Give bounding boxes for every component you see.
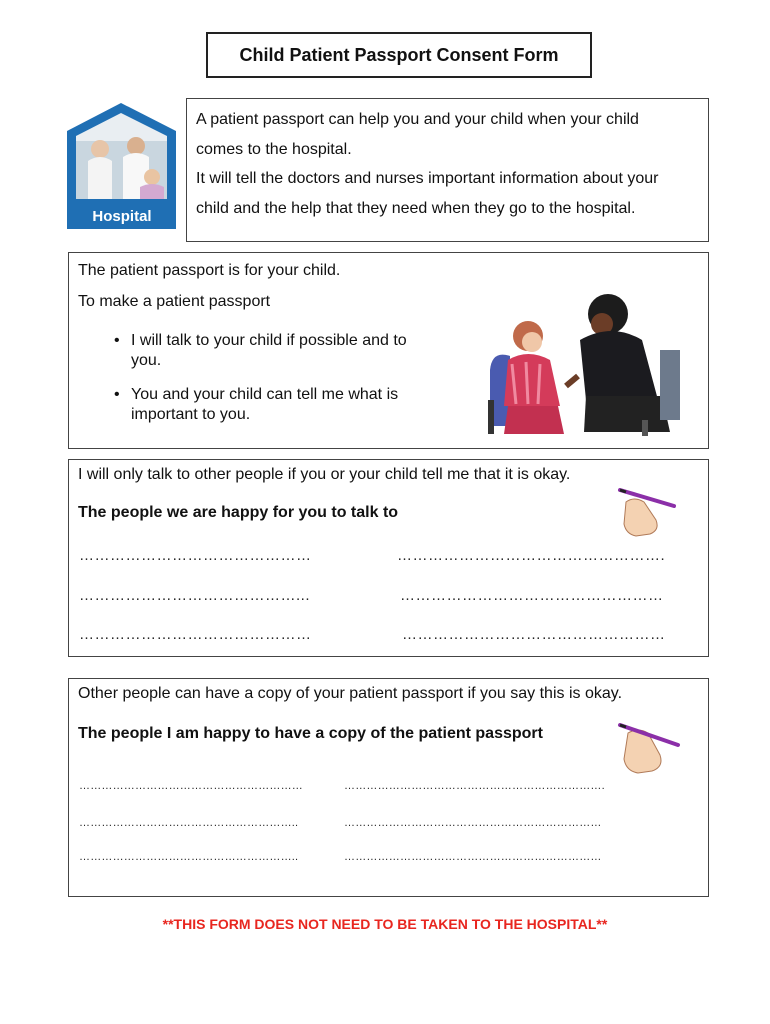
bullet-item: • I will talk to your child if possible and to you. xyxy=(78,331,438,371)
copy-name-field[interactable]: ………………………………………………….. xyxy=(79,851,299,863)
hospital-sign-label: Hospital xyxy=(92,208,152,225)
writing-hand-icon xyxy=(616,484,678,538)
talk-name-field[interactable]: ……………………………………... xyxy=(79,587,311,604)
intro-line: comes to the hospital. xyxy=(196,140,352,158)
intro-box xyxy=(186,98,709,242)
talk-name-field[interactable]: …………………………………………… xyxy=(400,587,664,604)
intro-line: It will tell the doctors and nurses important information about your xyxy=(196,170,659,187)
copy-name-field[interactable]: ……………………………………………………………. xyxy=(344,780,605,792)
talk-name-field[interactable]: ……………………………………… xyxy=(79,547,312,564)
writing-hand-icon xyxy=(616,713,682,777)
hospital-sign-image xyxy=(66,101,177,231)
child-and-nurse-photo xyxy=(482,290,688,436)
title-box xyxy=(206,32,592,78)
passport-line: To make a patient passport xyxy=(78,293,271,310)
bullet-item: • You and your child can tell me what is important to you. xyxy=(78,385,438,425)
talk-name-field[interactable]: …………………………………………… xyxy=(402,626,666,643)
copy-name-field[interactable]: …………………………………………………… xyxy=(79,780,303,792)
talk-intro: I will only talk to other people if you or your child tell me that it is okay. xyxy=(78,466,571,483)
copy-name-field[interactable]: …………………………………………………………… xyxy=(344,817,602,829)
copy-name-field[interactable]: …………………………………………………………… xyxy=(344,851,602,863)
copy-heading: The people I am happy to have a copy of the patient passport xyxy=(78,725,543,742)
footer-notice: **THIS FORM DOES NOT NEED TO BE TAKEN TO THE HOSPITAL** xyxy=(162,916,608,932)
form-title: Child Patient Passport Consent Form xyxy=(239,45,559,65)
talk-name-field[interactable]: ……………………………………………. xyxy=(397,547,666,564)
intro-line: A patient passport can help you and your child when your child xyxy=(196,111,639,128)
passport-bullets xyxy=(78,331,438,425)
talk-heading: The people we are happy for you to talk to xyxy=(78,504,399,521)
passport-line: The patient passport is for your child. xyxy=(78,262,341,279)
intro-line: child and the help that they need when they go to the hospital. xyxy=(196,199,636,217)
copy-name-field[interactable]: ………………………………………………….. xyxy=(79,817,299,829)
copy-intro: Other people can have a copy of your patient passport if you say this is okay. xyxy=(78,685,623,702)
talk-name-field[interactable]: ……………………………………… xyxy=(79,626,312,643)
